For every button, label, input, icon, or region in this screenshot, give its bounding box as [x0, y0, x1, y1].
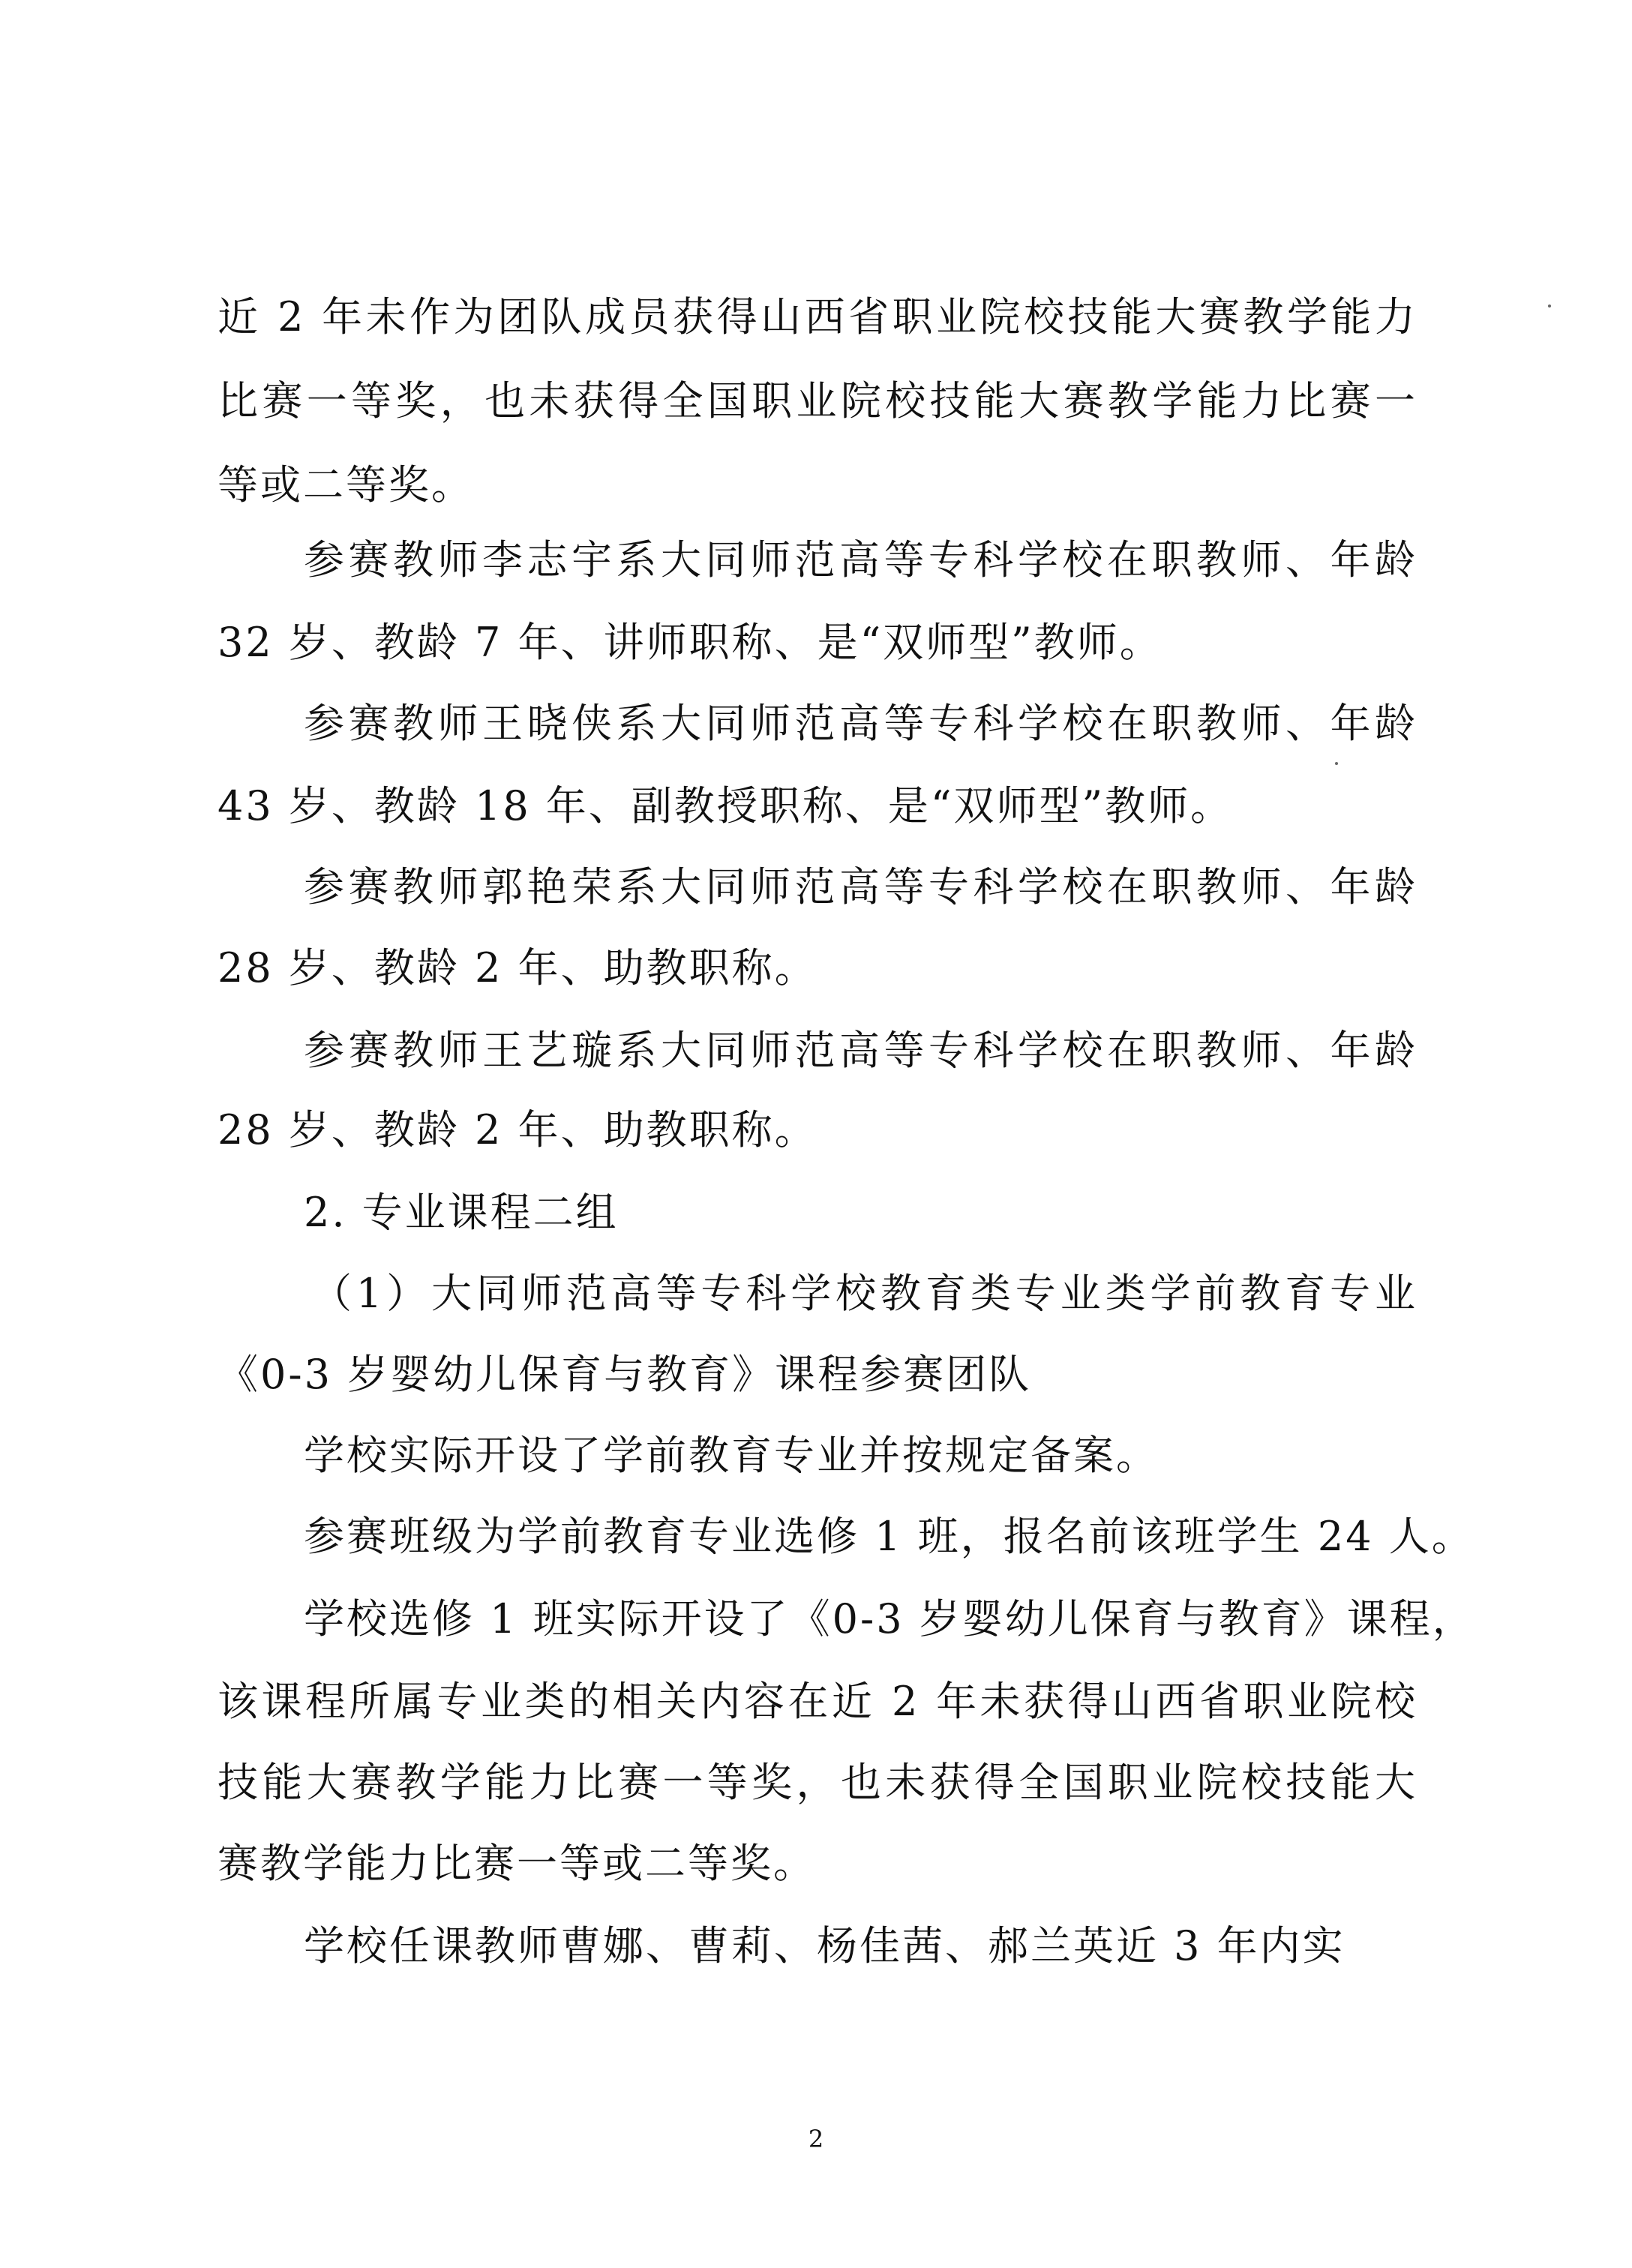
text-line: 近 2 年未作为团队成员获得山西省职业院校技能大赛教学能力	[218, 293, 1418, 340]
section-heading: 2. 专业课程二组	[304, 1189, 619, 1236]
text-line: 28 岁、教龄 2 年、助教职称。	[218, 1106, 818, 1154]
text-line: 28 岁、教龄 2 年、助教职称。	[218, 944, 818, 992]
text-line: 赛教学能力比赛一等或二等奖。	[218, 1840, 816, 1887]
page-number: 2	[808, 2125, 824, 2153]
text-line: 比赛一等奖，也未获得全国职业院校技能大赛教学能力比赛一	[218, 377, 1418, 424]
paragraph-start-line: 参赛班级为学前教育专业选修 1 班，报名前该班学生 24 人。	[304, 1513, 1474, 1560]
subsection-heading: （1）大同师范高等专科学校教育类专业类学前教育专业	[311, 1270, 1418, 1317]
text-line: 43 岁、教龄 18 年、副教授职称、是“双师型”教师。	[218, 782, 1234, 830]
scan-speck	[1335, 762, 1338, 765]
paragraph-start-line: 参赛教师王艺璇系大同师范高等专科学校在职教师、年龄	[304, 1027, 1418, 1074]
paragraph-start-line: 学校实际开设了学前教育专业并按规定备案。	[304, 1432, 1159, 1479]
text-line: 32 岁、教龄 7 年、讲师职称、是“双师型”教师。	[218, 619, 1162, 666]
scan-speck	[1548, 304, 1551, 308]
paragraph-start-line: 学校任课教师曹娜、曹莉、杨佳茜、郝兰英近 3 年内实	[304, 1922, 1346, 1970]
text-line: 等或二等奖。	[218, 461, 474, 508]
text-line: 技能大赛教学能力比赛一等奖，也未获得全国职业院校技能大	[218, 1759, 1418, 1806]
paragraph-start-line: 参赛教师王晓侠系大同师范高等专科学校在职教师、年龄	[304, 700, 1418, 747]
paragraph-start-line: 参赛教师李志宇系大同师范高等专科学校在职教师、年龄	[304, 536, 1418, 584]
paragraph-start-line: 学校选修 1 班实际开设了《0-3 岁婴幼儿保育与教育》课程，	[304, 1595, 1475, 1642]
text-line: 《0-3 岁婴幼儿保育与教育》课程参赛团队	[218, 1351, 1032, 1398]
text-line: 该课程所属专业类的相关内容在近 2 年未获得山西省职业院校	[218, 1678, 1418, 1725]
paragraph-start-line: 参赛教师郭艳荣系大同师范高等专科学校在职教师、年龄	[304, 863, 1418, 910]
